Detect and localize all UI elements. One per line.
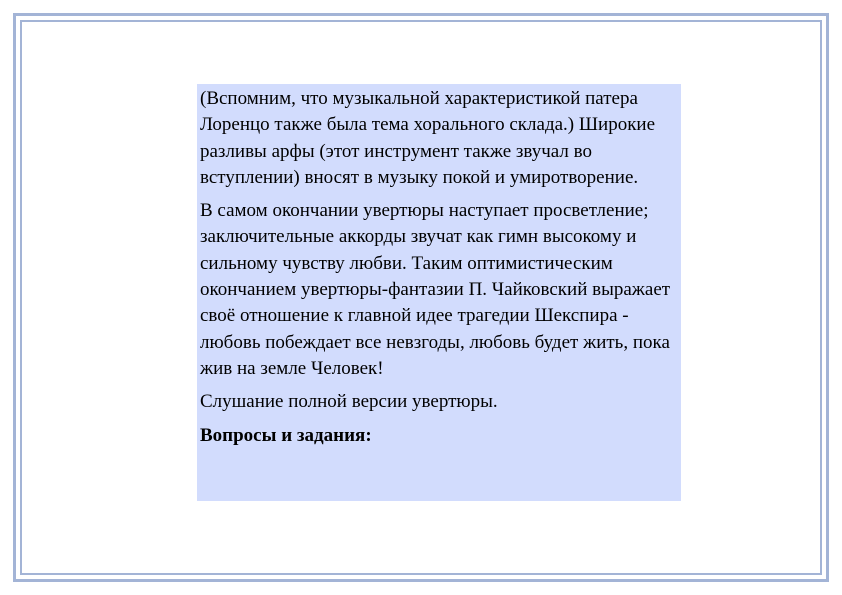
paragraph-harp: (Вспомним, что музыкальной характеристикой патера Лоренцо также была тема хорального склада.) Широкие разливы арфы (этот инструмент также звучал во вступлении) вносят в музыку покой и умиротворение.	[200, 88, 656, 188]
paragraph-ending: В самом окончании увертюры наступает просветление; заключительные аккорды звучат как гимн высокому и сильному чувству любви. Таким оптимистическим окончанием увертюры-фантазии П. Чайковский выражает своё отношение к главной идее трагедии Шекспира - любовь побеждает все невзгоды, любовь будет жить, пока жив на земле Человек!	[200, 200, 671, 379]
text-box	[197, 84, 681, 501]
questions-heading: Вопросы и задания:	[200, 424, 372, 446]
paragraph-listening: Слушание полной версии увертюры.	[200, 391, 498, 413]
